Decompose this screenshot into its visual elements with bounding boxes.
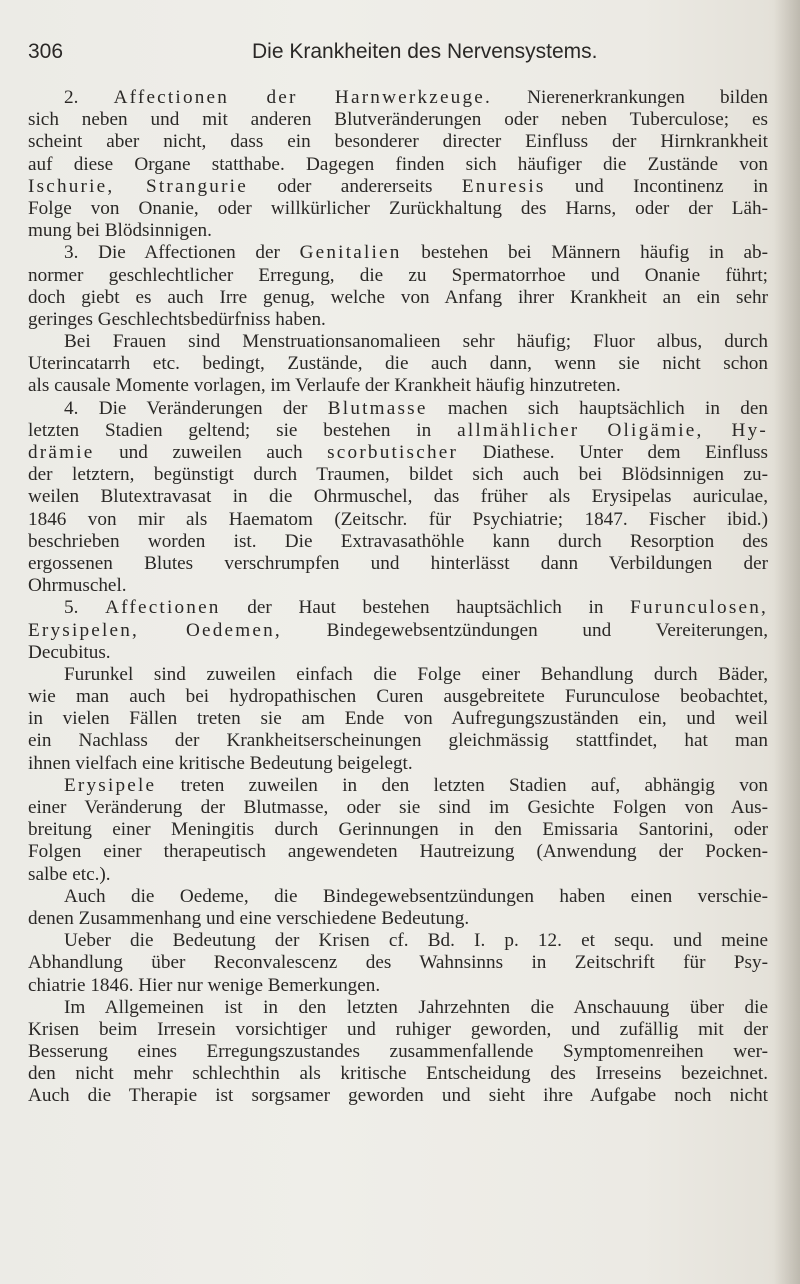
text-line: [28, 509, 768, 531]
page-header: [28, 40, 766, 70]
text-run: ihnen vielfach eine kritische Bedeutung beigelegt.: [28, 752, 413, 774]
spaced-emphasis-text: Blutmasse: [327, 397, 428, 419]
text-run: auf diese Organe statthabe. Dagegen finden sich häufiger die Zustände von: [28, 153, 768, 175]
text-run: geringes Geschlechtsbedürfniss haben.: [28, 308, 326, 330]
text-line: [28, 109, 768, 131]
text-run: 1846 von mir als Haematom (Zeitschr. für Psychiatrie; 1847. Fischer ibid.): [28, 508, 768, 530]
text-line: [28, 730, 768, 752]
text-line: [28, 864, 768, 886]
body-text: [28, 87, 768, 1108]
text-line: [28, 198, 768, 220]
text-run: breitung einer Meningitis durch Gerinnungen in den Emissaria Santorini, oder: [28, 819, 768, 841]
text-line: [28, 841, 768, 863]
text-line: [28, 553, 768, 575]
text-run: bestehen bei Männern häufig in ab-: [401, 242, 768, 264]
text-run: Abhandlung über Reconvalescenz des Wahnsinns in Zeitschrift für Psy-: [28, 952, 768, 974]
text-line: [28, 420, 768, 442]
page-edge-shadow: [774, 0, 800, 1284]
text-line: [28, 997, 768, 1019]
text-line: [28, 819, 768, 841]
running-title: Die Krankheiten des Nervensystems.: [252, 40, 598, 63]
text-run: letzten Stadien geltend; sie bestehen in: [28, 419, 458, 441]
spaced-emphasis-text: drämie: [28, 442, 95, 463]
text-line: [28, 642, 768, 664]
text-run: salbe etc.).: [28, 863, 111, 885]
text-line: [28, 265, 768, 287]
text-line: [28, 975, 768, 997]
text-run: einer Veränderung der Blutmasse, oder sie sind im Gesichte Folgen von Aus-: [28, 797, 768, 818]
text-run: Uterincatarrh etc. bedingt, Zustände, die auch dann, wenn sie nicht schon: [28, 353, 768, 375]
text-run: Bindegewebsentzündungen und Vereiterungen,: [281, 619, 768, 641]
text-line: [28, 131, 768, 153]
text-line: [28, 952, 768, 974]
text-line: [28, 886, 768, 908]
text-line: [28, 620, 768, 642]
text-line: [28, 1041, 768, 1063]
spaced-emphasis-text: Erysipele: [64, 774, 157, 796]
text-run: Krisen beim Irresein vorsichtiger und ruhiger geworden, und zufällig mit der: [28, 1018, 768, 1040]
text-run: mung bei Blödsinnigen.: [28, 220, 212, 242]
text-run: machen sich hauptsächlich in den: [427, 397, 768, 419]
spaced-emphasis-text: Affectionen: [105, 597, 221, 619]
text-run: 4. Die Veränderungen der: [64, 397, 328, 419]
text-run: Diathese. Unter dem Einfluss: [458, 442, 768, 463]
text-line: [28, 1063, 768, 1085]
text-run: Auch die Therapie ist sorgsamer geworden und sieht ihre Aufgabe noch nicht: [28, 1085, 768, 1107]
text-run: Folgen einer therapeutisch angewendeten Hautreizung (Anwendung der Pocken-: [28, 841, 768, 863]
text-line: [28, 331, 768, 353]
text-run: sich neben und mit anderen Blutveränderungen oder neben Tuberculose; es: [28, 109, 768, 131]
spaced-emphasis-text: Enuresis: [461, 175, 546, 197]
text-run: beschrieben worden ist. Die Extravasathöhle kann durch Resorption des: [28, 530, 768, 552]
text-line: [28, 154, 768, 176]
text-run: treten zuweilen in den letzten Stadien auf, abhängig von: [156, 774, 768, 796]
text-line: [28, 775, 768, 797]
text-run: chiatrie 1846. Hier nur wenige Bemerkungen.: [28, 974, 381, 996]
text-line: [28, 442, 768, 464]
text-run: oder andererseits: [247, 175, 462, 197]
text-line: [28, 708, 768, 730]
spaced-emphasis-text: Erysipelen, Oedemen,: [28, 619, 282, 641]
text-run: normer geschlechtlicher Erregung, die zu Spermatorrhoe und Onanie führt;: [28, 264, 768, 286]
text-run: 2.: [64, 87, 114, 108]
text-run: der Haut bestehen hauptsächlich in: [220, 597, 631, 619]
text-line: [28, 309, 768, 331]
text-line: [28, 242, 768, 264]
page-number: 306: [28, 40, 64, 63]
text-run: den nicht mehr schlechthin als kritische Entscheidung des Irreseins bezeichnet.: [28, 1063, 768, 1085]
text-run: Besserung eines Erregungszustandes zusammenfallende Symptomenreihen wer-: [28, 1041, 768, 1063]
text-run: wie man auch bei hydropathischen Curen ausgebreitete Furunculose beobachtet,: [28, 686, 768, 708]
text-run: ergossenen Blutes verschrumpfen und hinterlässt dann Verbildungen der: [28, 552, 768, 574]
text-line: [28, 486, 768, 508]
text-run: scheint aber nicht, dass ein besonderer directer Einfluss der Hirnkrankheit: [28, 131, 768, 153]
text-run: und zuweilen auch: [94, 442, 328, 463]
text-run: Im Allgemeinen ist in den letzten Jahrzehnten die Anschauung über die: [64, 996, 768, 1018]
text-run: Folge von Onanie, oder willkürlicher Zurückhaltung des Harns, oder der Läh-: [28, 197, 768, 219]
text-run: 3. Die Affectionen der: [64, 242, 300, 264]
text-line: [28, 398, 768, 420]
spaced-emphasis-text: Genitalien: [299, 242, 402, 264]
text-run: doch giebt es auch Irre genug, welche von Anfang ihrer Krankheit an ein sehr: [28, 286, 768, 308]
spaced-emphasis-text: scorbutischer: [327, 442, 459, 463]
text-line: [28, 1019, 768, 1041]
text-run: als causale Momente vorlagen, im Verlaufe der Krankheit häufig hinzutreten.: [28, 375, 621, 397]
text-line: [28, 664, 768, 686]
text-run: Bei Frauen sind Menstruationsanomalieen sehr häufig; Fluor albus, durch: [64, 331, 768, 353]
spaced-emphasis-text: Affectionen der Harnwerkzeuge.: [113, 87, 492, 108]
text-line: [28, 531, 768, 553]
text-line: [28, 797, 768, 819]
text-line: [28, 176, 768, 198]
text-run: Auch die Oedeme, die Bindegewebsentzündungen haben einen verschie-: [64, 885, 768, 907]
text-run: Furunkel sind zuweilen einfach die Folge einer Behandlung durch Bäder,: [64, 663, 768, 685]
text-run: Ueber die Bedeutung der Krisen cf. Bd. I. p. 12. et sequ. und meine: [64, 930, 768, 952]
text-line: [28, 287, 768, 309]
text-run: Ohrmuschel.: [28, 575, 127, 597]
text-run: Decubitus.: [28, 641, 111, 663]
text-run: in vielen Fällen treten sie am Ende von Aufregungszuständen ein, und weil: [28, 708, 768, 730]
text-line: [28, 353, 768, 375]
text-run: Nierenerkrankungen bilden: [491, 87, 768, 108]
text-run: weilen Blutextravasat in die Ohrmuschel, das früher als Erysipelas auriculae,: [28, 486, 768, 508]
text-line: [28, 908, 768, 930]
text-run: der letztern, begünstigt durch Traumen, bildet sich auch bei Blödsinnigen zu-: [28, 464, 768, 486]
text-line: [28, 375, 768, 397]
text-line: [28, 597, 768, 619]
spaced-emphasis-text: Ischurie, Strangurie: [28, 175, 248, 197]
text-line: [28, 686, 768, 708]
text-run: und Incontinenz in: [545, 175, 768, 197]
text-run: denen Zusammenhang und eine verschiedene Bedeutung.: [28, 907, 470, 929]
text-line: [28, 87, 768, 109]
spaced-emphasis-text: allmählicher Oligämie, Hy-: [457, 419, 768, 441]
text-line: [28, 1085, 768, 1107]
text-line: [28, 930, 768, 952]
text-line: [28, 464, 768, 486]
spaced-emphasis-text: Furunculosen,: [630, 597, 768, 619]
text-line: [28, 220, 768, 242]
text-run: ein Nachlass der Krankheitserscheinungen gleichmässig stattfindet, hat man: [28, 730, 768, 752]
text-run: 5.: [64, 597, 106, 619]
text-line: [28, 753, 768, 775]
text-line: [28, 575, 768, 597]
